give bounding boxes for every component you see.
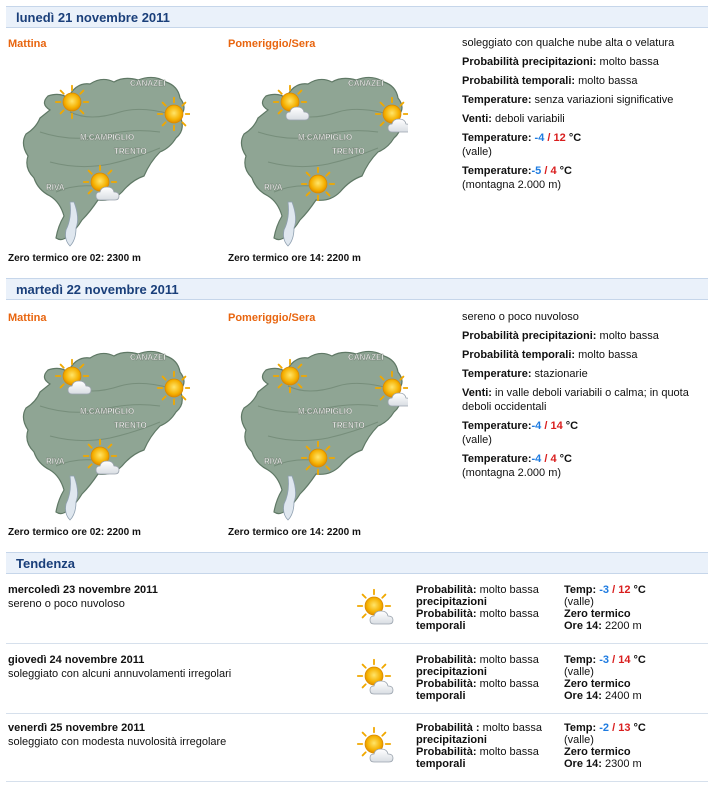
zero-termico-morning: Zero termico ore 02: 2300 m	[8, 253, 141, 264]
map-label-canazei: CANAZEI	[130, 79, 166, 88]
morning-label: Mattina	[8, 312, 47, 324]
temperature-trend: Temperature: stazionarie	[462, 368, 588, 380]
morning-label: Mattina	[8, 38, 47, 50]
mountain-temperature: Temperature:-4 / 4 °C (montagna 2.000 m)	[462, 453, 572, 479]
sun-cloud-icon	[356, 588, 396, 628]
sun-icon	[158, 372, 190, 404]
afternoon-label: Pomeriggio/Sera	[228, 38, 316, 50]
prob-temporali: Probabilità temporali: molto bassa	[462, 349, 638, 361]
zero-termico-morning: Zero termico ore 02: 2200 m	[8, 527, 141, 538]
tendenza-row	[6, 582, 708, 644]
tendenza-temperature: Temp: -3 / 14 °C (valle) Zero termico Ore 14: 2400 m	[564, 654, 646, 702]
sun-icon	[56, 86, 88, 118]
prob-precipitazioni: Probabilità precipitazioni: molto bassa	[462, 56, 659, 68]
map-label-riva: RIVA	[46, 183, 65, 192]
tendenza-desc: sereno o poco nuvoloso	[8, 598, 125, 610]
map-morning-day2	[10, 326, 190, 526]
map-label-trento: TRENTO	[332, 147, 365, 156]
tendenza-date: giovedì 24 novembre 2011	[8, 654, 145, 666]
tendenza-row	[6, 652, 708, 714]
day-title: lunedì 21 novembre 2011	[16, 10, 170, 25]
tendenza-probabilities: Probabilità: molto bassa precipitazioni Probabilità: molto bassa temporali	[416, 654, 539, 702]
map-label-riva: RIVA	[264, 183, 283, 192]
temperature-trend: Temperature: senza variazioni significative	[462, 94, 674, 106]
map-label-trento: TRENTO	[114, 421, 147, 430]
day1-info	[462, 36, 707, 197]
map-label-mcampiglio: M.CAMPIGLIO	[80, 133, 135, 142]
zero-termico-afternoon: Zero termico ore 14: 2200 m	[228, 527, 361, 538]
tendenza-probabilities: Probabilità : molto bassa precipitazioni Probabilità: molto bassa temporali	[416, 722, 542, 770]
mountain-temperature: Temperature:-5 / 4 °C (montagna 2.000 m)	[462, 165, 572, 191]
map-label-mcampiglio: M.CAMPIGLIO	[298, 133, 353, 142]
sky-description: sereno o poco nuvoloso	[462, 311, 579, 323]
tendenza-probabilities: Probabilità: molto bassa precipitazioni Probabilità: molto bassa temporali	[416, 584, 539, 632]
sun-icon	[274, 360, 306, 392]
map-label-canazei: CANAZEI	[348, 353, 384, 362]
day-title: martedì 22 novembre 2011	[16, 282, 179, 297]
map-label-mcampiglio: M.CAMPIGLIO	[80, 407, 135, 416]
tendenza-title: Tendenza	[16, 556, 75, 571]
valley-temperature: Temperature:-4 / 14 °C (valle)	[462, 420, 579, 446]
winds: Venti: deboli variabili	[462, 113, 565, 125]
map-label-mcampiglio: M.CAMPIGLIO	[298, 407, 353, 416]
prob-precipitazioni: Probabilità precipitazioni: molto bassa	[462, 330, 659, 342]
tendenza-date: venerdì 25 novembre 2011	[8, 722, 145, 734]
tendenza-desc: soleggiato con alcuni annuvolamenti irregolari	[8, 668, 232, 680]
tendenza-date: mercoledì 23 novembre 2011	[8, 584, 158, 596]
map-label-riva: RIVA	[264, 457, 283, 466]
tendenza-header	[6, 552, 708, 574]
sun-icon	[302, 442, 334, 474]
day-header-1	[6, 6, 708, 28]
tendenza-temperature: Temp: -2 / 13 °C (valle) Zero termico Ore 14: 2300 m	[564, 722, 646, 770]
map-afternoon-day1	[228, 52, 408, 252]
afternoon-label: Pomeriggio/Sera	[228, 312, 316, 324]
map-morning-day1	[10, 52, 190, 252]
valley-temperature: Temperature: -4 / 12 °C (valle)	[462, 132, 582, 158]
map-label-riva: RIVA	[46, 457, 65, 466]
day2-info	[462, 310, 707, 485]
map-label-trento: TRENTO	[114, 147, 147, 156]
sun-cloud-icon	[356, 726, 396, 766]
map-label-canazei: CANAZEI	[130, 353, 166, 362]
tendenza-temperature: Temp: -3 / 12 °C (valle) Zero termico Ore 14: 2200 m	[564, 584, 646, 632]
sun-icon	[158, 98, 190, 130]
map-label-trento: TRENTO	[332, 421, 365, 430]
zero-termico-afternoon: Zero termico ore 14: 2200 m	[228, 253, 361, 264]
winds: Venti: in valle deboli variabili o calma; in quota deboli occidentali	[462, 387, 689, 413]
tendenza-row	[6, 720, 708, 782]
sun-icon	[302, 168, 334, 200]
tendenza-desc: soleggiato con modesta nuvolosità irregolare	[8, 736, 227, 748]
prob-temporali: Probabilità temporali: molto bassa	[462, 75, 638, 87]
sky-description: soleggiato con qualche nube alta o velatura	[462, 37, 675, 49]
map-afternoon-day2	[228, 326, 408, 526]
map-label-canazei: CANAZEI	[348, 79, 384, 88]
day-header-2	[6, 278, 708, 300]
sun-cloud-icon	[356, 658, 396, 698]
